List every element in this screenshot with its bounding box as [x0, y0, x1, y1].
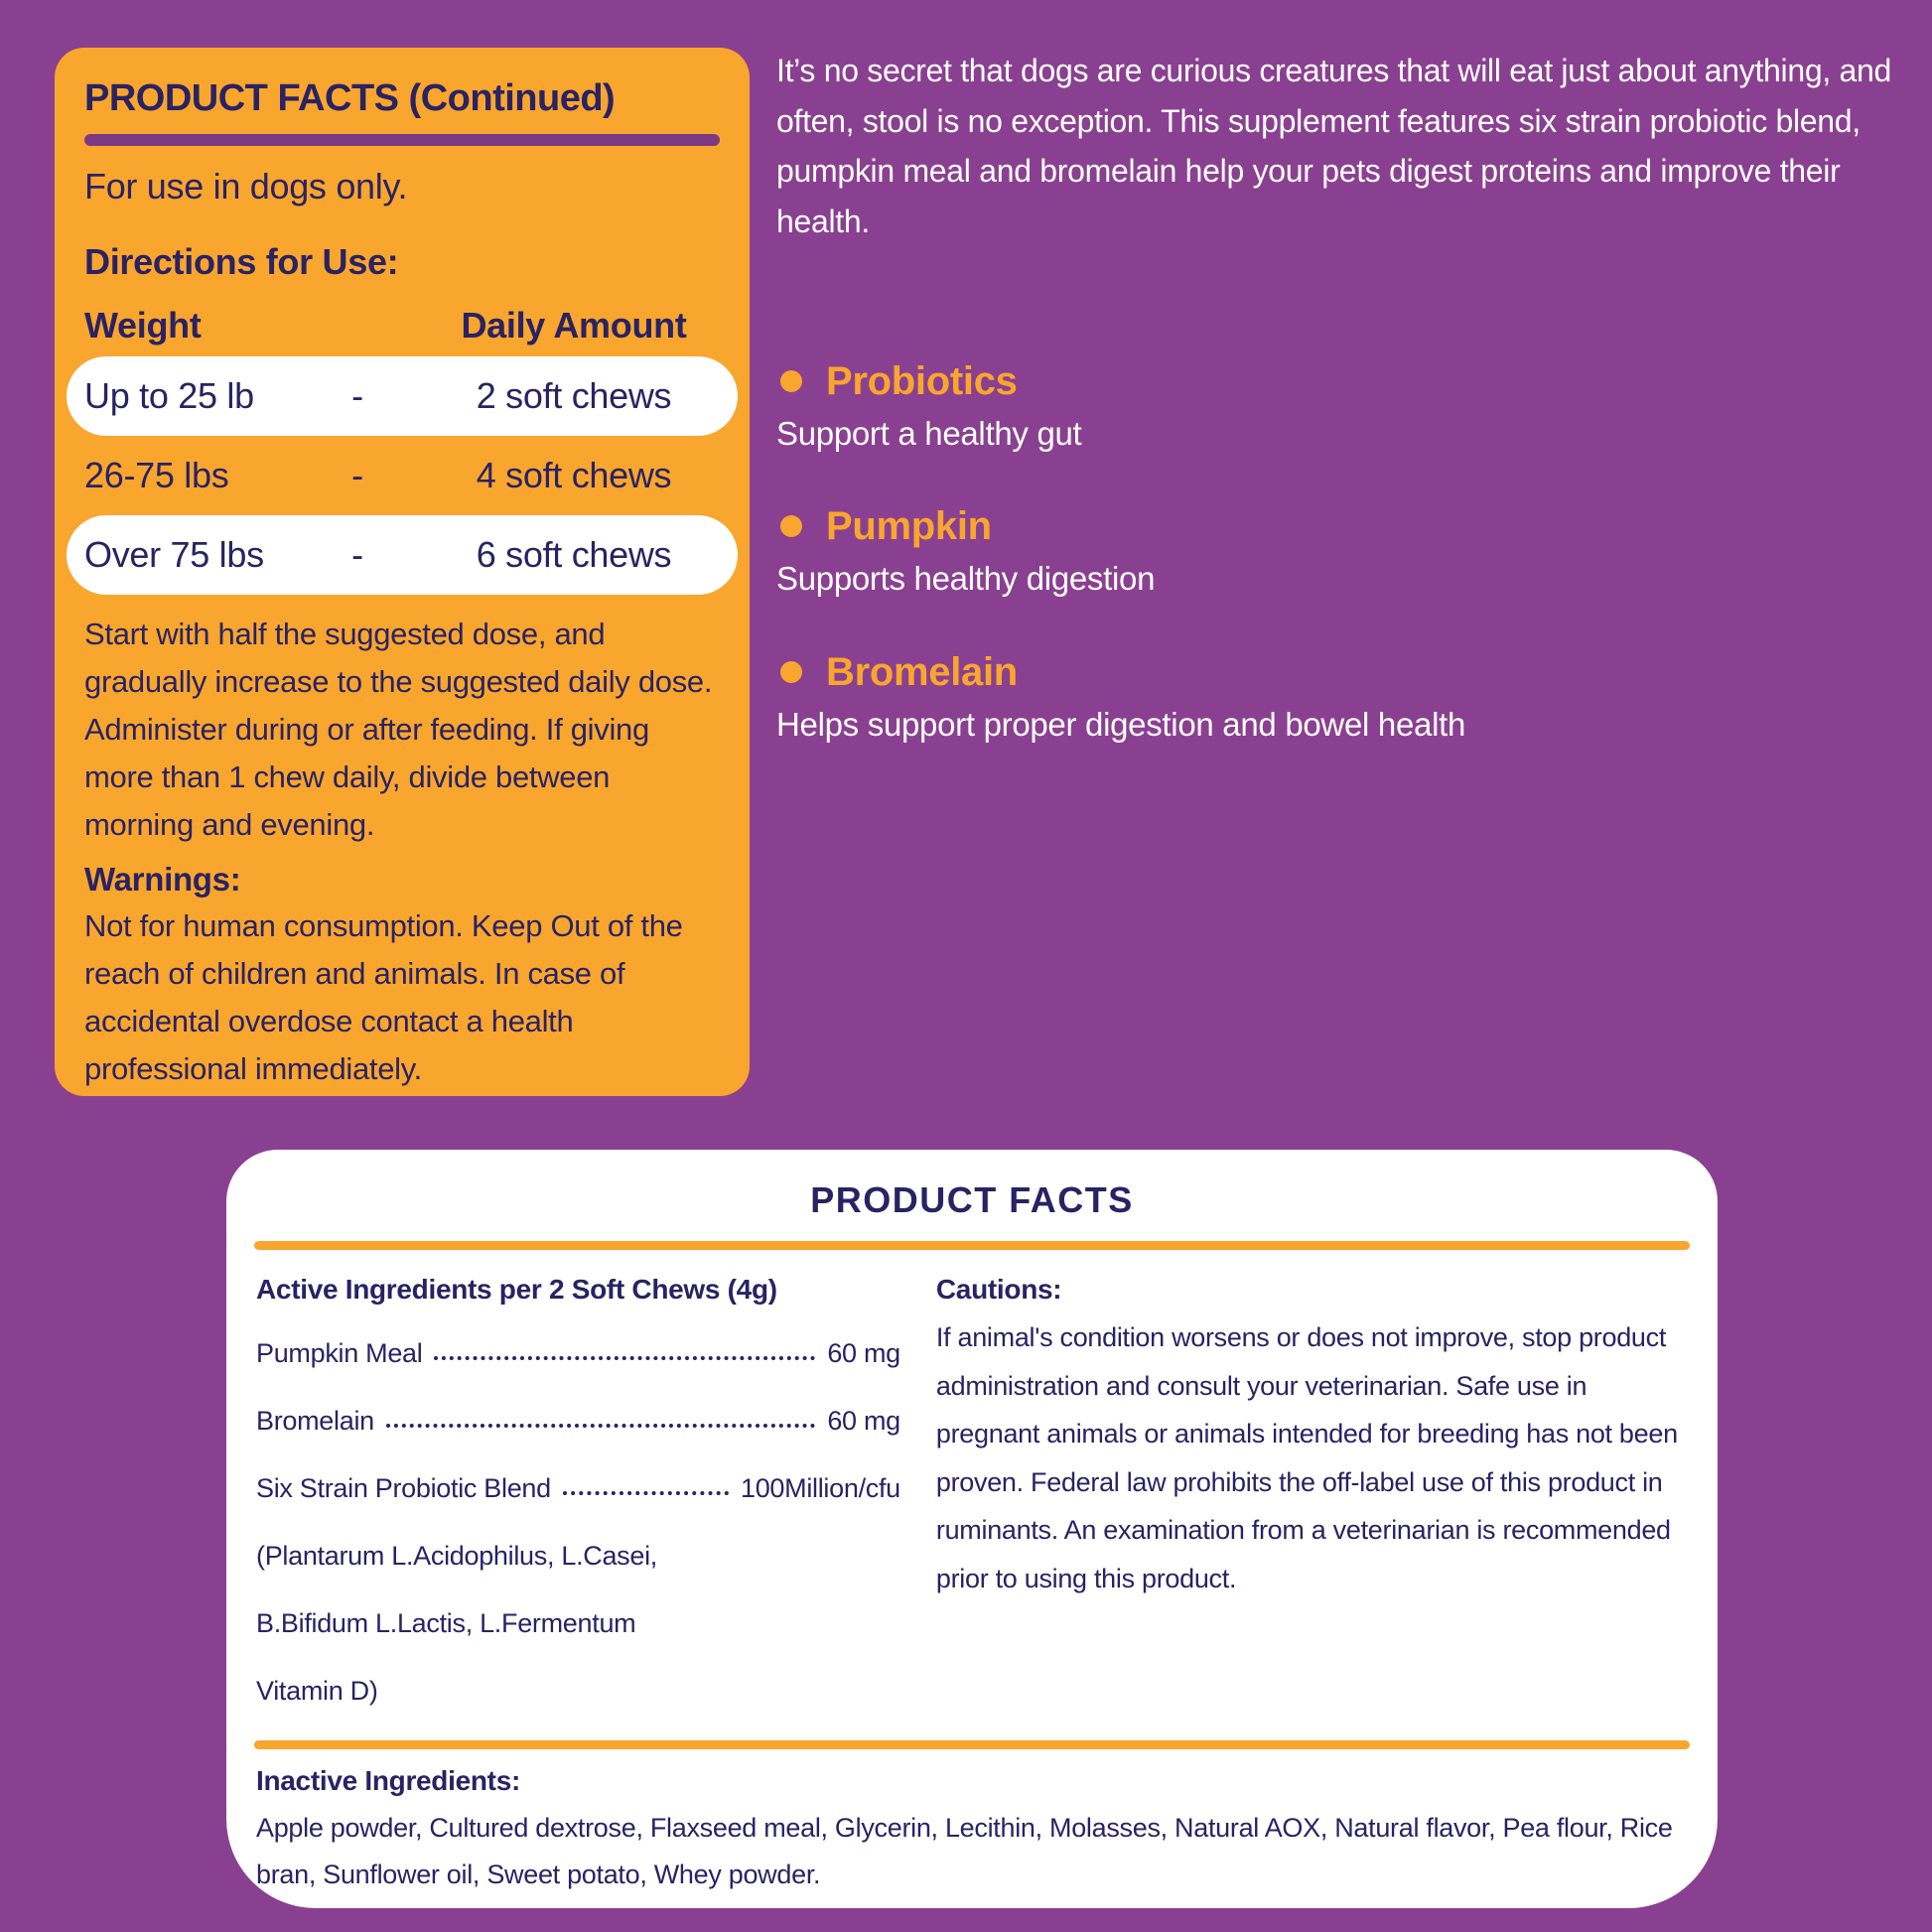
cautions-text: If animal's condition worsens or does not improve, stop product administration and consult your veterinarian. Safe use in pregnant animals or animals intended for breeding has not been proven. Federal law prohibits the off-label use of this product in ruminants. An examination from a veterinarian is recommended prior to using this product. [935, 1322, 1678, 1593]
dash-separator: - [351, 455, 363, 495]
benefit-item [776, 357, 1910, 457]
ingredient-name: Pumpkin Meal [256, 1338, 423, 1368]
benefit-heading [776, 357, 1910, 405]
bullet-dot-icon [780, 370, 802, 392]
cautions-heading: Cautions: [935, 1274, 1062, 1305]
amount-column-header: Daily Amount [461, 305, 687, 345]
dot-leader [434, 1356, 815, 1360]
benefit-title: Pumpkin [826, 504, 992, 549]
product-facts-card [226, 1150, 1718, 1908]
blend-detail-line [256, 1653, 900, 1721]
inactive-ingredients-section [226, 1749, 1718, 1899]
benefit-item [776, 502, 1910, 602]
benefit-title: Bromelain [826, 649, 1018, 694]
orange-divider-rule [254, 1241, 1690, 1250]
intro-paragraph: It’s no secret that dogs are curious creatures that will eat just about anything, and often, stool is no exception. This supplement features six strain probiotic blend, pumpkin meal and bromelain help your pets digest proteins and improve their health. [776, 53, 1892, 239]
benefit-item [776, 648, 1910, 748]
blend-detail-text: (Plantarum L.Acidophilus, L.Casei, [256, 1541, 658, 1571]
benefit-heading [776, 648, 1910, 696]
dot-leader [563, 1491, 729, 1495]
product-facts-title: PRODUCT FACTS [810, 1179, 1134, 1220]
ingredient-amount: 60 mg [827, 1406, 900, 1436]
benefit-description: Helps support proper digestion and bowel health [776, 705, 1466, 743]
marketing-copy-column [776, 46, 1910, 748]
for-use-statement: For use in dogs only. [84, 166, 408, 207]
amount-value: 4 soft chews [476, 455, 672, 495]
table-row [67, 515, 738, 595]
directions-heading: Directions for Use: [84, 241, 399, 282]
active-ingredients-column [256, 1274, 900, 1721]
warnings-heading: Warnings: [84, 861, 241, 898]
table-row [67, 436, 738, 515]
product-facts-columns [226, 1250, 1718, 1721]
dosage-table-header-row [67, 295, 738, 356]
blend-detail-line [256, 1518, 900, 1586]
benefit-title: Probiotics [826, 359, 1018, 404]
ingredient-row [256, 1450, 900, 1518]
blend-detail-text: Vitamin D) [256, 1676, 378, 1706]
dosage-table [84, 295, 720, 595]
weight-value: Over 75 lbs [84, 534, 264, 575]
ingredient-row [256, 1383, 900, 1450]
bullet-dot-icon [780, 515, 802, 537]
warnings-text: Not for human consumption. Keep Out of the reach of children and animals. In case of accidental overdose contact a health professional immediately. [84, 908, 683, 1087]
weight-column-header: Weight [84, 305, 202, 345]
dash-separator: - [351, 534, 363, 575]
directions-text: Start with half the suggested dose, and gradually increase to the suggested daily dose. Administer during or after feeding. If giving more than 1 chew daily, divide between morning and evening. [84, 617, 713, 843]
weight-value: Up to 25 lb [84, 375, 254, 416]
ingredient-amount: 100Million/cfu [741, 1473, 900, 1503]
amount-value: 6 soft chews [476, 534, 672, 575]
dot-leader [386, 1424, 815, 1428]
weight-value: 26-75 lbs [84, 455, 229, 495]
inactive-ingredients-heading: Inactive Ingredients: [256, 1765, 520, 1796]
benefit-description: Supports healthy digestion [776, 560, 1156, 598]
amount-value: 2 soft chews [476, 375, 672, 416]
inactive-ingredients-text: Apple powder, Cultured dextrose, Flaxseed meal, Glycerin, Lecithin, Molasses, Natural AOX, Natural flavor, Pea flour, Rice bran, Sunflower oil, Sweet potato, Whey powder. [256, 1813, 1673, 1890]
ingredient-name: Bromelain [256, 1406, 374, 1436]
bullet-dot-icon [780, 661, 802, 683]
dash-separator: - [351, 375, 363, 416]
ingredient-row [256, 1315, 900, 1383]
benefit-heading [776, 502, 1910, 550]
title-underline-rule [84, 134, 720, 146]
product-facts-continued-card [55, 48, 750, 1096]
continued-card-title: PRODUCT FACTS (Continued) [84, 77, 616, 119]
table-row [67, 356, 738, 436]
active-ingredients-heading: Active Ingredients per 2 Soft Chews (4g) [256, 1274, 777, 1305]
blend-detail-text: B.Bifidum L.Lactis, L.Fermentum [256, 1608, 636, 1638]
ingredient-name: Six Strain Probiotic Blend [256, 1473, 551, 1503]
ingredient-amount: 60 mg [827, 1338, 900, 1368]
benefit-description: Support a healthy gut [776, 415, 1082, 453]
orange-divider-rule [254, 1740, 1690, 1749]
cautions-column [936, 1274, 1688, 1721]
blend-detail-line [256, 1586, 900, 1653]
